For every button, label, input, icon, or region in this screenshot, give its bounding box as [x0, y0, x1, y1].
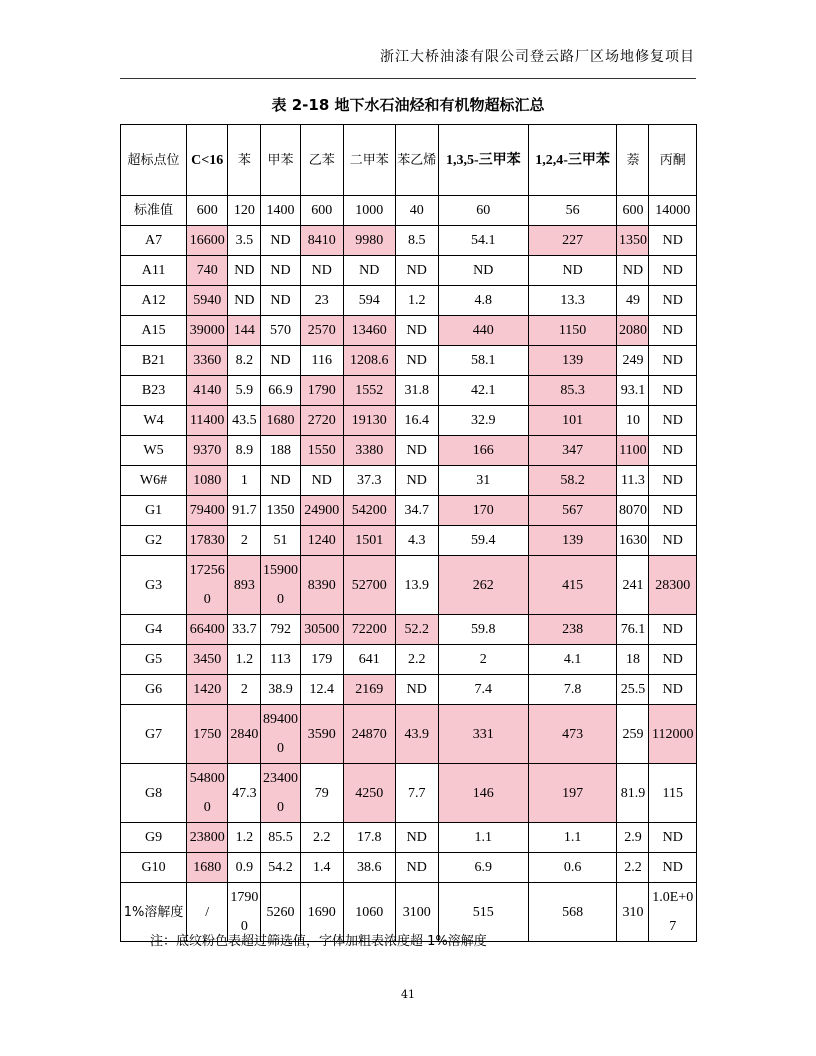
table-cell: 3450 — [187, 645, 228, 675]
table-cell: 8.5 — [395, 226, 438, 256]
row-label-cell: W4 — [121, 406, 187, 436]
table-row — [121, 853, 697, 883]
table-cell: 6.9 — [438, 853, 528, 883]
table-cell: 54.2 — [261, 853, 300, 883]
table-cell: ND — [649, 853, 697, 883]
table-cell: 5260 — [261, 883, 300, 942]
table-cell: ND — [395, 466, 438, 496]
table-cell: 144 — [228, 316, 261, 346]
table-cell: 139 — [528, 346, 617, 376]
table-cell: 37.3 — [343, 466, 395, 496]
header-cell: 丙酮 — [649, 125, 697, 196]
table-cell: 1550 — [300, 436, 343, 466]
row-label-cell: G6 — [121, 675, 187, 705]
table-cell: 600 — [187, 196, 228, 226]
table-cell: 8070 — [617, 496, 649, 526]
table-cell: 120 — [228, 196, 261, 226]
document-header-title: 浙江大桥油漆有限公司登云路厂区场地修复项目 — [380, 49, 695, 65]
table-cell: 3100 — [395, 883, 438, 942]
table-row — [121, 316, 697, 346]
table-row — [121, 823, 697, 853]
table-cell: 81.9 — [617, 764, 649, 823]
table-cell: 38.9 — [261, 675, 300, 705]
table-cell: 58.1 — [438, 346, 528, 376]
table-cell: 1208.6 — [343, 346, 395, 376]
table-cell: ND — [395, 823, 438, 853]
table-cell: 13.9 — [395, 556, 438, 615]
table-cell: ND — [649, 615, 697, 645]
table-cell: 249 — [617, 346, 649, 376]
table-cell: 1690 — [300, 883, 343, 942]
table-cell: 1.1 — [528, 823, 617, 853]
table-cell: 28300 — [649, 556, 697, 615]
table-cell: 262 — [438, 556, 528, 615]
table-cell: 7.7 — [395, 764, 438, 823]
table-cell: 188 — [261, 436, 300, 466]
table-cell: 13.3 — [528, 286, 617, 316]
row-label-cell: G2 — [121, 526, 187, 556]
row-label-cell: A12 — [121, 286, 187, 316]
table-cell: 473 — [528, 705, 617, 764]
table-cell: ND — [228, 256, 261, 286]
table-cell: ND — [261, 286, 300, 316]
table-cell: 93.1 — [617, 376, 649, 406]
table-cell: 238 — [528, 615, 617, 645]
table-row — [121, 436, 697, 466]
table-cell: 7.4 — [438, 675, 528, 705]
table-cell: 600 — [300, 196, 343, 226]
table-cell: 1080 — [187, 466, 228, 496]
table-cell: 179 — [300, 645, 343, 675]
table-cell: 12.4 — [300, 675, 343, 705]
table-cell: 11.3 — [617, 466, 649, 496]
table-cell: 5.9 — [228, 376, 261, 406]
table-cell: 42.1 — [438, 376, 528, 406]
table-cell: 115 — [649, 764, 697, 823]
table-cell: 146 — [438, 764, 528, 823]
table-cell: 139 — [528, 526, 617, 556]
table-row — [121, 466, 697, 496]
table-cell: 1420 — [187, 675, 228, 705]
table-footnote: 注：底纹粉色表超过筛选值，字体加粗表浓度超 1%溶解度 — [150, 934, 487, 949]
table-cell: 52700 — [343, 556, 395, 615]
table-cell: ND — [343, 256, 395, 286]
table-cell: 8390 — [300, 556, 343, 615]
table-cell: ND — [649, 675, 697, 705]
table-cell: 32.9 — [438, 406, 528, 436]
table-row — [121, 705, 697, 764]
row-label-cell: G1 — [121, 496, 187, 526]
row-label-cell: B23 — [121, 376, 187, 406]
table-cell: 58.2 — [528, 466, 617, 496]
table-cell: ND — [649, 526, 697, 556]
row-label-cell: G3 — [121, 556, 187, 615]
table-cell: 2 — [438, 645, 528, 675]
row-label-cell: G5 — [121, 645, 187, 675]
table-cell: 2.2 — [617, 853, 649, 883]
table-cell: 641 — [343, 645, 395, 675]
row-label-cell: G9 — [121, 823, 187, 853]
table-cell: 1350 — [261, 496, 300, 526]
table-cell: ND — [300, 466, 343, 496]
table-cell: 2.2 — [300, 823, 343, 853]
table-cell: 259 — [617, 705, 649, 764]
table-cell: 101 — [528, 406, 617, 436]
table-cell: 570 — [261, 316, 300, 346]
table-cell: 11400 — [187, 406, 228, 436]
table-body — [121, 196, 697, 942]
page-number: 41 — [401, 988, 415, 1001]
table-cell: 66.9 — [261, 376, 300, 406]
table-cell: 4.3 — [395, 526, 438, 556]
header-cell: C<16 — [187, 125, 228, 196]
table-cell: 8.2 — [228, 346, 261, 376]
table-cell: ND — [649, 286, 697, 316]
table-cell: ND — [228, 286, 261, 316]
row-label-cell: G4 — [121, 615, 187, 645]
table-cell: 85.5 — [261, 823, 300, 853]
row-label-cell: A7 — [121, 226, 187, 256]
table-cell: ND — [395, 346, 438, 376]
table-cell: 17900 — [228, 883, 261, 942]
table-cell: 1 — [228, 466, 261, 496]
table-cell: 54.1 — [438, 226, 528, 256]
table-cell: ND — [261, 346, 300, 376]
table-cell: 347 — [528, 436, 617, 466]
table-cell: 170 — [438, 496, 528, 526]
table-cell: 894000 — [261, 705, 300, 764]
table-cell: ND — [395, 853, 438, 883]
table-cell: 38.6 — [343, 853, 395, 883]
table-cell: 79400 — [187, 496, 228, 526]
table-cell: 1150 — [528, 316, 617, 346]
table-cell: 567 — [528, 496, 617, 526]
table-cell: 166 — [438, 436, 528, 466]
table-cell: / — [187, 883, 228, 942]
table-cell: 59.8 — [438, 615, 528, 645]
table-cell: 72200 — [343, 615, 395, 645]
table-cell: 34.7 — [395, 496, 438, 526]
header-cell: 萘 — [617, 125, 649, 196]
table-cell: 23800 — [187, 823, 228, 853]
table-row — [121, 496, 697, 526]
table-cell: 2080 — [617, 316, 649, 346]
table-cell: 54200 — [343, 496, 395, 526]
header-cell: 1,3,5-三甲苯 — [438, 125, 528, 196]
table-cell: 4140 — [187, 376, 228, 406]
table-cell: 51 — [261, 526, 300, 556]
table-cell: 1060 — [343, 883, 395, 942]
row-label-cell: 1%溶解度 — [121, 883, 187, 942]
table-cell: ND — [395, 436, 438, 466]
table-cell: 85.3 — [528, 376, 617, 406]
table-cell: 1630 — [617, 526, 649, 556]
table-row — [121, 286, 697, 316]
table-cell: 52.2 — [395, 615, 438, 645]
table-cell: 16.4 — [395, 406, 438, 436]
table-cell: 3.5 — [228, 226, 261, 256]
table-cell: 39000 — [187, 316, 228, 346]
table-cell: 197 — [528, 764, 617, 823]
table-cell: 24870 — [343, 705, 395, 764]
header-cell: 苯乙烯 — [395, 125, 438, 196]
header-cell: 苯 — [228, 125, 261, 196]
table-row — [121, 256, 697, 286]
table-cell: 1.1 — [438, 823, 528, 853]
header-cell: 乙苯 — [300, 125, 343, 196]
table-header-row — [121, 125, 697, 196]
table-cell: 49 — [617, 286, 649, 316]
table-cell: 594 — [343, 286, 395, 316]
table-cell: 1350 — [617, 226, 649, 256]
table-cell: 13460 — [343, 316, 395, 346]
table-cell: 1.0E+07 — [649, 883, 697, 942]
table-row — [121, 196, 697, 226]
table-cell: ND — [395, 256, 438, 286]
table-cell: 2169 — [343, 675, 395, 705]
table-cell: 112000 — [649, 705, 697, 764]
table-cell: 3590 — [300, 705, 343, 764]
table-cell: ND — [395, 316, 438, 346]
table-cell: ND — [649, 316, 697, 346]
table-cell: 2.2 — [395, 645, 438, 675]
table-cell: 1750 — [187, 705, 228, 764]
header-divider — [120, 78, 696, 79]
table-cell: 3380 — [343, 436, 395, 466]
table-cell: ND — [649, 645, 697, 675]
table-cell: 4.1 — [528, 645, 617, 675]
table-cell: ND — [649, 346, 697, 376]
row-label-cell: W6# — [121, 466, 187, 496]
table-cell: ND — [438, 256, 528, 286]
table-cell: 2 — [228, 526, 261, 556]
table-cell: ND — [649, 406, 697, 436]
table-cell: 548000 — [187, 764, 228, 823]
table-cell: 792 — [261, 615, 300, 645]
table-cell: 1.2 — [228, 645, 261, 675]
table-caption: 表 2-18 地下水石油烃和有机物超标汇总 — [271, 96, 545, 114]
table-cell: 17.8 — [343, 823, 395, 853]
table-cell: 2570 — [300, 316, 343, 346]
row-label-cell: B21 — [121, 346, 187, 376]
table-cell: 31.8 — [395, 376, 438, 406]
table-row — [121, 226, 697, 256]
table-row — [121, 376, 697, 406]
row-label-cell: G10 — [121, 853, 187, 883]
table-cell: 8.9 — [228, 436, 261, 466]
table-cell: 1100 — [617, 436, 649, 466]
row-label-cell: A11 — [121, 256, 187, 286]
table-cell: 10 — [617, 406, 649, 436]
table-cell: 9980 — [343, 226, 395, 256]
table-cell: 2720 — [300, 406, 343, 436]
table-cell: 0.9 — [228, 853, 261, 883]
table-row — [121, 764, 697, 823]
table-cell: ND — [649, 496, 697, 526]
table-cell: ND — [617, 256, 649, 286]
table-cell: 113 — [261, 645, 300, 675]
row-label-cell: G8 — [121, 764, 187, 823]
header-cell: 超标点位 — [121, 125, 187, 196]
table-cell: 19130 — [343, 406, 395, 436]
table-cell: 3360 — [187, 346, 228, 376]
header-cell: 1,2,4-三甲苯 — [528, 125, 617, 196]
table-cell: 8410 — [300, 226, 343, 256]
table-cell: 31 — [438, 466, 528, 496]
table-cell: 2.9 — [617, 823, 649, 853]
row-label-cell: G7 — [121, 705, 187, 764]
exceedance-table — [120, 124, 697, 942]
table-cell: 16600 — [187, 226, 228, 256]
table-cell: 331 — [438, 705, 528, 764]
row-label-cell: W5 — [121, 436, 187, 466]
table-cell: 1400 — [261, 196, 300, 226]
table-cell: 159000 — [261, 556, 300, 615]
table-cell: 415 — [528, 556, 617, 615]
table-cell: 1.2 — [228, 823, 261, 853]
table-cell: ND — [261, 466, 300, 496]
table-cell: 17830 — [187, 526, 228, 556]
table-cell: ND — [261, 226, 300, 256]
table-cell: 1680 — [261, 406, 300, 436]
table-cell: 24900 — [300, 496, 343, 526]
table-cell: ND — [395, 675, 438, 705]
table-cell: 241 — [617, 556, 649, 615]
table-cell: 1240 — [300, 526, 343, 556]
table-cell: 47.3 — [228, 764, 261, 823]
table-cell: ND — [649, 436, 697, 466]
table-cell: ND — [649, 466, 697, 496]
table-row — [121, 406, 697, 436]
table-cell: 1.2 — [395, 286, 438, 316]
table-cell: 60 — [438, 196, 528, 226]
table-cell: 56 — [528, 196, 617, 226]
table-cell: ND — [649, 823, 697, 853]
table-cell: 9370 — [187, 436, 228, 466]
table-cell: 91.7 — [228, 496, 261, 526]
table-cell: 440 — [438, 316, 528, 346]
table-cell: 76.1 — [617, 615, 649, 645]
table-cell: 0.6 — [528, 853, 617, 883]
table-cell: 7.8 — [528, 675, 617, 705]
table-cell: 18 — [617, 645, 649, 675]
table-cell: 515 — [438, 883, 528, 942]
table-cell: ND — [300, 256, 343, 286]
table-row — [121, 526, 697, 556]
table-cell: 600 — [617, 196, 649, 226]
row-label-cell: 标准值 — [121, 196, 187, 226]
table-cell: 1552 — [343, 376, 395, 406]
table-cell: 43.9 — [395, 705, 438, 764]
table-cell: 893 — [228, 556, 261, 615]
table-cell: 2 — [228, 675, 261, 705]
table-cell: 568 — [528, 883, 617, 942]
table-cell: 40 — [395, 196, 438, 226]
row-label-cell: A15 — [121, 316, 187, 346]
table-cell: 43.5 — [228, 406, 261, 436]
table-cell: ND — [649, 256, 697, 286]
table-row — [121, 346, 697, 376]
table-cell: 30500 — [300, 615, 343, 645]
table-cell: 14000 — [649, 196, 697, 226]
table-cell: 1501 — [343, 526, 395, 556]
table-cell: ND — [649, 376, 697, 406]
table-cell: 5940 — [187, 286, 228, 316]
table-row — [121, 645, 697, 675]
table-cell: 234000 — [261, 764, 300, 823]
table-cell: 116 — [300, 346, 343, 376]
table-cell: 1680 — [187, 853, 228, 883]
table-cell: 310 — [617, 883, 649, 942]
table-cell: 4250 — [343, 764, 395, 823]
table-row — [121, 615, 697, 645]
table-cell: 1000 — [343, 196, 395, 226]
table-cell: 66400 — [187, 615, 228, 645]
table-cell: 25.5 — [617, 675, 649, 705]
table-cell: 59.4 — [438, 526, 528, 556]
table-cell: 1.4 — [300, 853, 343, 883]
header-cell: 甲苯 — [261, 125, 300, 196]
table-cell: ND — [649, 226, 697, 256]
table-cell: 23 — [300, 286, 343, 316]
table-cell: ND — [261, 256, 300, 286]
table-row — [121, 675, 697, 705]
table-cell: 227 — [528, 226, 617, 256]
table-cell: 79 — [300, 764, 343, 823]
header-cell: 二甲苯 — [343, 125, 395, 196]
table-cell: 172560 — [187, 556, 228, 615]
table-cell: 2840 — [228, 705, 261, 764]
table-cell: 4.8 — [438, 286, 528, 316]
table-cell: 33.7 — [228, 615, 261, 645]
table-cell: ND — [528, 256, 617, 286]
table-cell: 740 — [187, 256, 228, 286]
table-row — [121, 556, 697, 615]
table-cell: 1790 — [300, 376, 343, 406]
